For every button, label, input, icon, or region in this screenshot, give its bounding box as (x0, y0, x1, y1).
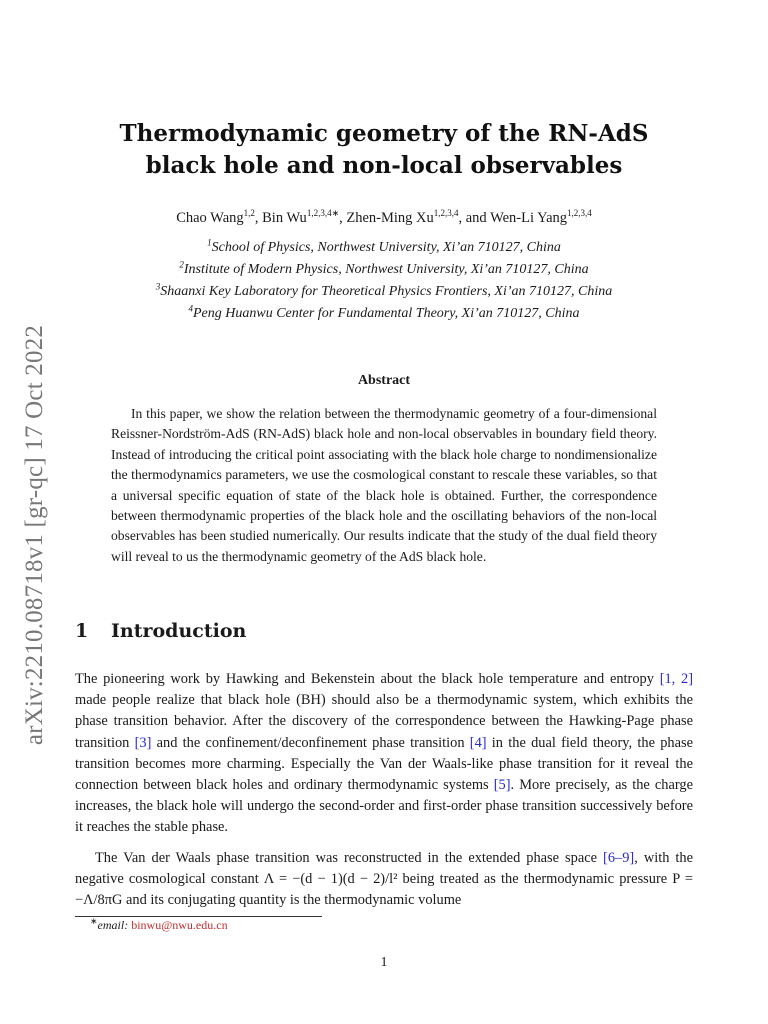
affiliation-text: Peng Huanwu Center for Fundamental Theory, Xi’an 710127, China (192, 306, 580, 321)
footnote (90, 918, 228, 933)
affiliation-number: 3 (155, 281, 161, 292)
abstract-text: In this paper, we show the relation between the thermodynamic geometry of a four-dimensional Reissner-Nordström-AdS (RN-AdS) black hole and non-local observables in boundary field theory. Instead of introducing the critical point associating with the black hole charge to nondimensionalize the thermodynamics parameters, we use the cosmological constant to rescale these variables, so that a universal specific equation of state of the black hole is obtained. Further, the correspondence between thermodynamic properties of the black hole and the oscillating behaviors of the non-local observables has been studied numerically. Our results indicate that the study of the dual field theory will reveal to us the thermodynamic geometry of the AdS black hole. (111, 406, 657, 564)
text-run: , with the negative cosmological constant Λ = −(d − 1)(d − 2)/l² being treated as the thermodynamic pressure P = −Λ/8πG and its conjugating quantity is the thermodynamic volume (75, 850, 693, 909)
affiliation-number: 1 (207, 237, 212, 248)
body-paragraph-2 (75, 848, 693, 912)
author: Wen-Li Yang (490, 210, 568, 226)
author-affil: 1,2,3,4 (567, 208, 592, 219)
page-number: 1 (380, 955, 388, 970)
citation-link[interactable]: [1, 2] (659, 671, 694, 687)
title-line-1: Thermodynamic geometry of the RN-AdS (119, 120, 649, 147)
author-affil: 1,2 (243, 208, 255, 219)
footnote-rule (75, 916, 322, 917)
text-run: The Van der Waals phase transition was reconstructed in the extended phase space (95, 850, 604, 866)
section-title: Introduction (111, 620, 247, 642)
text-run: in the dual field theory, the phase transition becomes more charming. Especially the Van der Waals-like phase transition for it reveal the connection between black holes and ordinary thermodynamic systems (75, 734, 693, 794)
affiliation-text: School of Physics, Northwest University, Xi’an 710127, China (211, 240, 561, 255)
section-heading (75, 620, 246, 642)
affiliation (90, 303, 678, 322)
text-run: made people realize that black hole (BH) should also be a thermodynamic system, which exhibits the phase transition behavior. After the discovery of the correspondence between the Hawking-Page phase transition (75, 692, 693, 751)
paper-title (90, 118, 678, 182)
affiliation-text: Institute of Modern Physics, Northwest University, Xi’an 710127, China (183, 262, 589, 277)
abstract-heading: Abstract (357, 373, 411, 388)
affiliation-number: 4 (188, 303, 193, 314)
author-list (90, 210, 678, 227)
author-sep: , (254, 210, 263, 226)
arxiv-identifier: arXiv:2210.08718v1 [gr-qc] 17 Oct 2022 (21, 324, 48, 746)
author: Bin Wu (262, 210, 307, 226)
author-sep: , and (458, 210, 491, 226)
citation-link[interactable]: [3] (134, 734, 152, 751)
text-run: The pioneering work by Hawking and Bekenstein about the black hole temperature and entropy (75, 671, 660, 687)
author: Zhen-Ming Xu (346, 210, 434, 226)
text-run: and the confinement/deconfinement phase transition (151, 734, 470, 751)
text-run: . More precisely, as the charge increases, the black hole will undergo the second-order and first-order phase transition successively before it reaches the stable phase. (75, 777, 693, 836)
affiliation (90, 259, 678, 278)
citation-link[interactable]: [5] (493, 777, 511, 794)
footnote-mark: ∗ (90, 916, 98, 926)
arxiv-identifier-stamp (22, 325, 48, 745)
affiliation-text: Shaanxi Key Laboratory for Theoretical Physics Frontiers, Xi’an 710127, China (160, 284, 613, 299)
affiliation (90, 237, 678, 256)
section-number: 1 (75, 620, 89, 642)
email-link[interactable]: binwu@nwu.edu.cn (131, 918, 228, 932)
author-affil: 1,2,3,4 (433, 208, 459, 219)
author-sep: , (339, 210, 347, 226)
body-paragraph-1 (75, 669, 693, 839)
author-affil: 1,2,3,4∗ (306, 208, 340, 219)
footnote-label: email: (97, 918, 129, 932)
author: Chao Wang (176, 210, 244, 226)
citation-link[interactable]: [6–9] (603, 850, 635, 866)
affiliation (90, 281, 678, 300)
citation-link[interactable]: [4] (469, 734, 487, 751)
affiliation-number: 2 (179, 259, 184, 270)
title-line-2: black hole and non-local observables (145, 152, 623, 179)
